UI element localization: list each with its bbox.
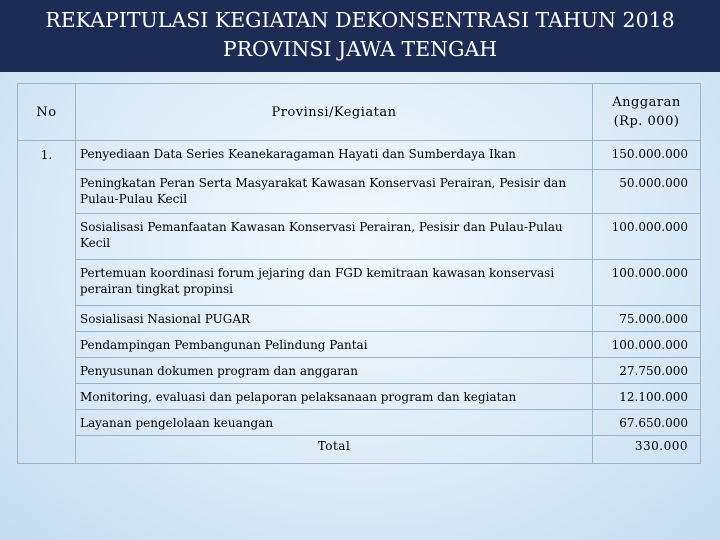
anggaran-cell: 150.000.000 <box>593 141 701 170</box>
table-row <box>18 214 701 260</box>
table-row <box>18 358 701 384</box>
slide-title <box>0 0 720 72</box>
kegiatan-cell: Pertemuan koordinasi forum jejaring dan FGD kemitraan kawasan konservasi perairan tingkat propinsi <box>76 260 593 306</box>
kegiatan-cell: Sosialisasi Pemanfaatan Kawasan Konservasi Perairan, Pesisir dan Pulau-Pulau Kecil <box>76 214 593 260</box>
kegiatan-cell: Layanan pengelolaan keuangan <box>76 410 593 436</box>
kegiatan-cell: Peningkatan Peran Serta Masyarakat Kawasan Konservasi Perairan, Pesisir dan Pulau-Pulau Kecil <box>76 170 593 214</box>
table-row <box>18 332 701 358</box>
anggaran-cell: 100.000.000 <box>593 214 701 260</box>
table-row <box>18 306 701 332</box>
total-value: 330.000 <box>593 436 701 464</box>
header-anggaran-line-1: Anggaran <box>612 95 681 110</box>
header-no: No <box>18 84 76 141</box>
total-row <box>18 436 701 464</box>
kegiatan-cell: Penyusunan dokumen program dan anggaran <box>76 358 593 384</box>
table-row <box>18 410 701 436</box>
anggaran-cell: 75.000.000 <box>593 306 701 332</box>
table-header-row <box>18 84 701 141</box>
header-anggaran <box>593 84 701 141</box>
kegiatan-cell: Penyediaan Data Series Keanekaragaman Hayati dan Sumberdaya Ikan <box>76 141 593 170</box>
kegiatan-cell: Sosialisasi Nasional PUGAR <box>76 306 593 332</box>
kegiatan-cell: Pendampingan Pembangunan Pelindung Pantai <box>76 332 593 358</box>
title-line-1: REKAPITULASI KEGIATAN DEKONSENTRASI TAHUN 2018 <box>45 8 675 32</box>
anggaran-cell: 50.000.000 <box>593 170 701 214</box>
row-number: 1. <box>18 141 76 464</box>
table-row <box>18 384 701 410</box>
table-row <box>18 170 701 214</box>
anggaran-cell: 67.650.000 <box>593 410 701 436</box>
title-line-2: PROVINSI JAWA TENGAH <box>222 37 498 61</box>
total-label: Total <box>76 436 593 464</box>
anggaran-cell: 12.100.000 <box>593 384 701 410</box>
table-row <box>18 141 701 170</box>
anggaran-cell: 27.750.000 <box>593 358 701 384</box>
header-kegiatan: Provinsi/Kegiatan <box>76 84 593 141</box>
budget-table <box>17 83 701 464</box>
kegiatan-cell: Monitoring, evaluasi dan pelaporan pelaksanaan program dan kegiatan <box>76 384 593 410</box>
header-anggaran-line-2: (Rp. 000) <box>613 114 680 129</box>
anggaran-cell: 100.000.000 <box>593 260 701 306</box>
table-row <box>18 260 701 306</box>
anggaran-cell: 100.000.000 <box>593 332 701 358</box>
